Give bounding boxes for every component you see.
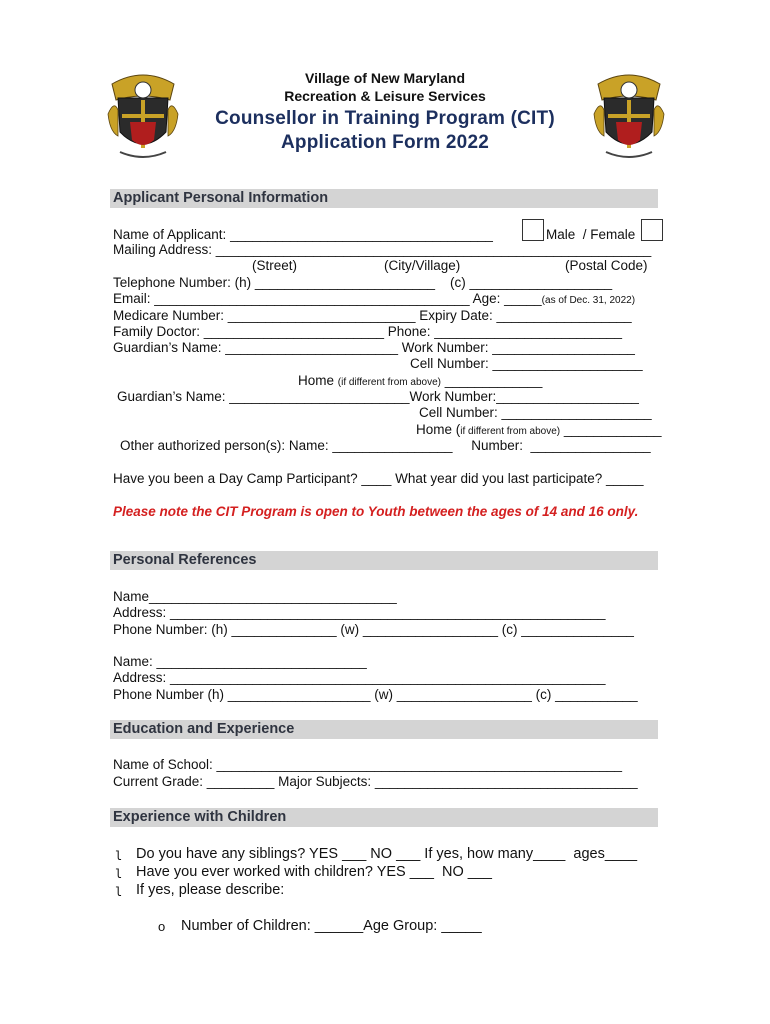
- email-age-field[interactable]: [113, 291, 635, 309]
- worked-with-children-question[interactable]: Have you ever worked with children? YES ___ NO ___: [136, 864, 492, 880]
- telephone-field[interactable]: Telephone Number: (h) ________________________ (c) ___________________: [113, 275, 613, 290]
- street-label: (Street): [252, 258, 298, 273]
- reference-1-phone-field[interactable]: Phone Number: (h) ______________ (w) __________________ (c) _______________: [113, 622, 634, 637]
- section-references: [110, 551, 658, 570]
- reference-2-name-field[interactable]: Name: ____________________________: [113, 654, 367, 669]
- bullet-icon: l: [115, 885, 123, 899]
- section-personal-info: [110, 189, 658, 208]
- guardian-2-cell-field[interactable]: Cell Number: ____________________: [419, 405, 652, 420]
- form-title: Counsellor in Training Program (CIT): [215, 108, 555, 129]
- bullet-icon: l: [115, 849, 123, 863]
- home-blank: _____________: [560, 422, 662, 437]
- reference-2-address-field[interactable]: Address: __________________________________________________________: [113, 670, 606, 685]
- home-label: Home: [298, 373, 338, 388]
- describe-prompt: If yes, please describe:: [136, 882, 285, 898]
- grade-subjects-field[interactable]: Current Grade: _________ Major Subjects: ___________________________________: [113, 774, 638, 789]
- home-label: Home (: [416, 422, 461, 437]
- department-name: Recreation & Leisure Services: [284, 88, 486, 104]
- section-title: Applicant Personal Information: [113, 190, 329, 206]
- applicant-name-field[interactable]: Name of Applicant: ___________________________________: [113, 227, 493, 242]
- section-title: Personal References: [113, 552, 257, 568]
- section-children: [110, 808, 658, 827]
- section-education: [110, 720, 658, 739]
- reference-1-name-field[interactable]: Name_________________________________: [113, 589, 397, 604]
- reference-2-phone-field[interactable]: Phone Number (h) ___________________ (w) __________________ (c) ___________: [113, 687, 638, 702]
- home-note: (if different from above): [337, 377, 441, 388]
- day-camp-field[interactable]: Have you been a Day Camp Participant? ____ What year did you last participate? _____: [113, 471, 644, 486]
- age-note: (as of Dec. 31, 2022): [541, 295, 636, 306]
- guardian-1-field[interactable]: Guardian’s Name: _______________________ Work Number: ___________________: [113, 340, 635, 355]
- gender-label: Male / Female: [546, 227, 636, 242]
- siblings-question[interactable]: Do you have any siblings? YES ___ NO ___ If yes, how many____ ages____: [136, 846, 638, 862]
- section-title: Experience with Children: [113, 809, 287, 825]
- medicare-field[interactable]: Medicare Number: _________________________ Expiry Date: __________________: [113, 308, 632, 323]
- other-authorized-field[interactable]: Other authorized person(s): Name: ________________ Number: ________________: [120, 438, 651, 453]
- reference-1-address-field[interactable]: Address: __________________________________________________________: [113, 605, 606, 620]
- number-of-children-field[interactable]: Number of Children: ______Age Group: _____: [181, 918, 482, 934]
- city-label: (City/Village): [384, 258, 461, 273]
- age-requirement-note: Please note the CIT Program is open to Youth between the ages of 14 and 16 only.: [113, 504, 639, 519]
- org-name: Village of New Maryland: [304, 70, 465, 86]
- bullet-icon: l: [115, 867, 123, 881]
- mailing-address-field[interactable]: Mailing Address: __________________________________________________________: [113, 242, 652, 257]
- female-checkbox[interactable]: [641, 219, 663, 241]
- section-title: Education and Experience: [113, 721, 295, 737]
- email-age-text: Email: __________________________________________ Age: _____: [113, 291, 542, 306]
- home-blank: _____________: [440, 373, 543, 388]
- form-subtitle: Application Form 2022: [281, 132, 489, 153]
- male-checkbox[interactable]: [522, 219, 544, 241]
- guardian-1-cell-field[interactable]: Cell Number: ____________________: [410, 356, 643, 371]
- guardian-2-field[interactable]: Guardian’s Name: ________________________Work Number:___________________: [117, 389, 639, 404]
- school-name-field[interactable]: Name of School: ______________________________________________________: [113, 757, 622, 772]
- sub-bullet-icon: o: [158, 919, 166, 934]
- home-note: if different from above): [460, 426, 561, 437]
- postal-label: (Postal Code): [565, 258, 648, 273]
- family-doctor-field[interactable]: Family Doctor: ________________________ Phone: _________________________: [113, 324, 622, 339]
